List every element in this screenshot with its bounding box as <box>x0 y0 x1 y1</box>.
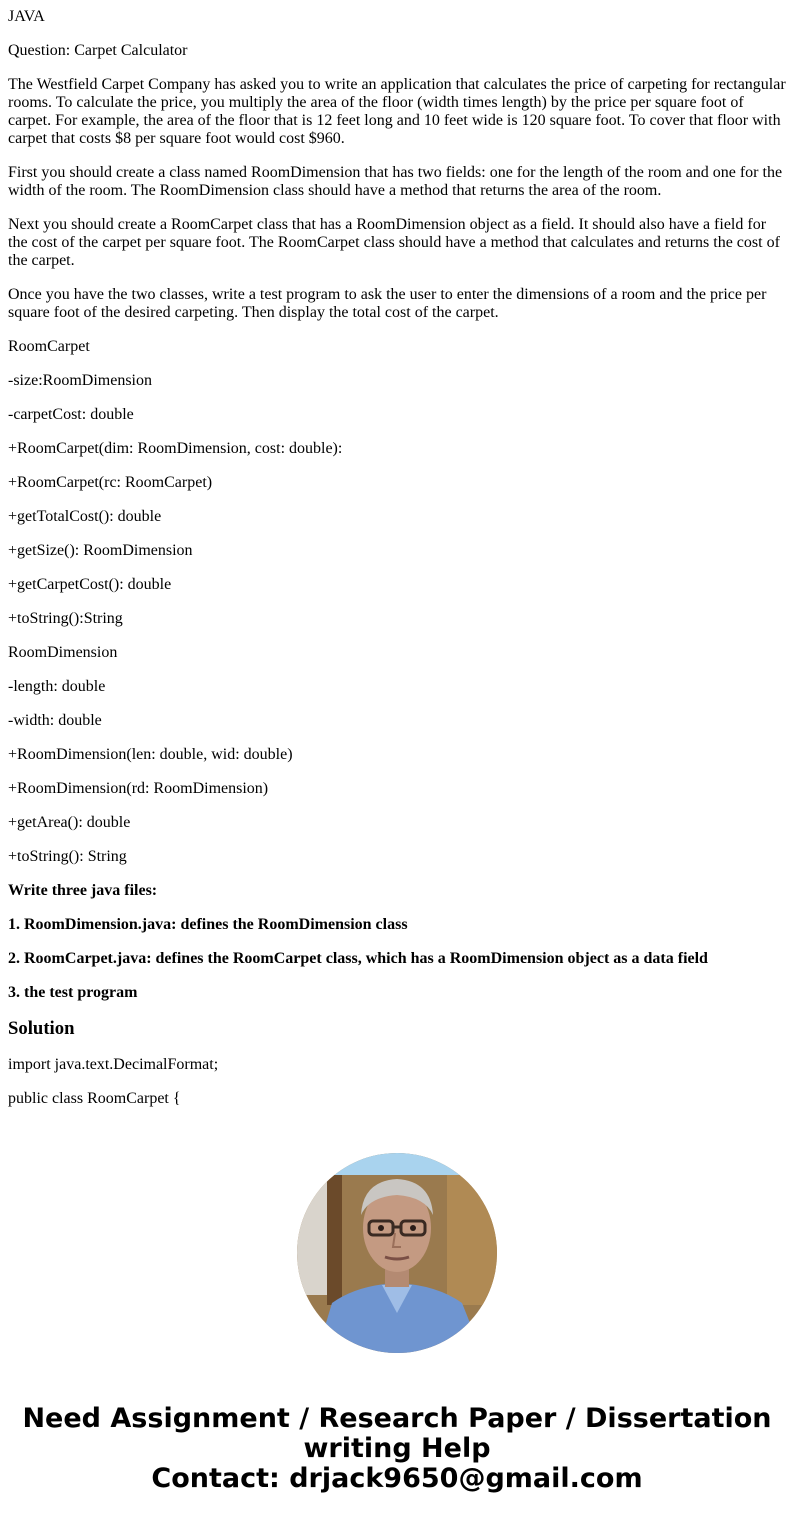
promo-contact: Contact: drjack9650@gmail.com <box>151 1463 643 1494</box>
promo-banner <box>0 1404 794 1494</box>
uml-member: -length: double <box>8 678 106 695</box>
problem-paragraph: Once you have the two classes, write a test program to ask the user to enter the dimensions of a room and the price per square foot of the desired carpeting. Then display the total cost of the carpet. <box>8 286 767 321</box>
uml-member: +getArea(): double <box>8 814 131 831</box>
code-line: public class RoomCarpet { <box>8 1090 181 1107</box>
person-portrait-icon <box>297 1153 497 1353</box>
instruction-heading: Write three java files: <box>8 882 158 899</box>
uml-member: -size:RoomDimension <box>8 372 152 389</box>
uml-member: +getSize(): RoomDimension <box>8 542 193 559</box>
author-avatar <box>297 1153 497 1353</box>
uml-class-name: RoomCarpet <box>8 338 90 355</box>
uml-member: +toString(): String <box>8 848 127 865</box>
uml-member: +RoomDimension(rd: RoomDimension) <box>8 780 269 797</box>
uml-member: +RoomDimension(len: double, wid: double) <box>8 746 293 763</box>
uml-member: +RoomCarpet(rc: RoomCarpet) <box>8 474 213 491</box>
uml-member: +RoomCarpet(dim: RoomDimension, cost: double): <box>8 440 343 457</box>
uml-member: +getTotalCost(): double <box>8 508 162 525</box>
question-title: Question: Carpet Calculator <box>8 42 188 59</box>
uml-member: +toString():String <box>8 610 123 627</box>
document-body <box>8 8 786 1124</box>
problem-paragraph: First you should create a class named RoomDimension that has two fields: one for the length of the room and one for the width of the room. The RoomDimension class should have a method that returns the area of the room. <box>8 164 783 199</box>
uml-class-name: RoomDimension <box>8 644 118 661</box>
uml-member: +getCarpetCost(): double <box>8 576 172 593</box>
instruction-item: 3. the test program <box>8 984 138 1001</box>
uml-member: -carpetCost: double <box>8 406 134 423</box>
problem-paragraph: Next you should create a RoomCarpet class that has a RoomDimension object as a field. It should also have a field for the cost of the carpet per square foot. The RoomCarpet class should have a method that calculates and returns the cost of the carpet. <box>8 216 780 269</box>
uml-member: -width: double <box>8 712 102 729</box>
promo-line: Need Assignment / Research Paper / Dissertation <box>22 1403 772 1434</box>
code-line: import java.text.DecimalFormat; <box>8 1056 219 1073</box>
instruction-item: 2. RoomCarpet.java: defines the RoomCarpet class, which has a RoomDimension object as a data field <box>8 950 708 967</box>
language-label: JAVA <box>8 8 45 25</box>
promo-line: writing Help <box>303 1433 491 1464</box>
problem-paragraph: The Westfield Carpet Company has asked you to write an application that calculates the price of carpeting for rectangular rooms. To calculate the price, you multiply the area of the floor (width times length) by the price per square foot of carpet. For example, the area of the floor that is 12 feet long and 10 feet wide is 120 square foot. To cover that floor with carpet that costs $8 per square foot would cost $960. <box>8 76 786 147</box>
solution-heading: Solution <box>8 1018 75 1039</box>
instruction-item: 1. RoomDimension.java: defines the RoomDimension class <box>8 916 408 933</box>
